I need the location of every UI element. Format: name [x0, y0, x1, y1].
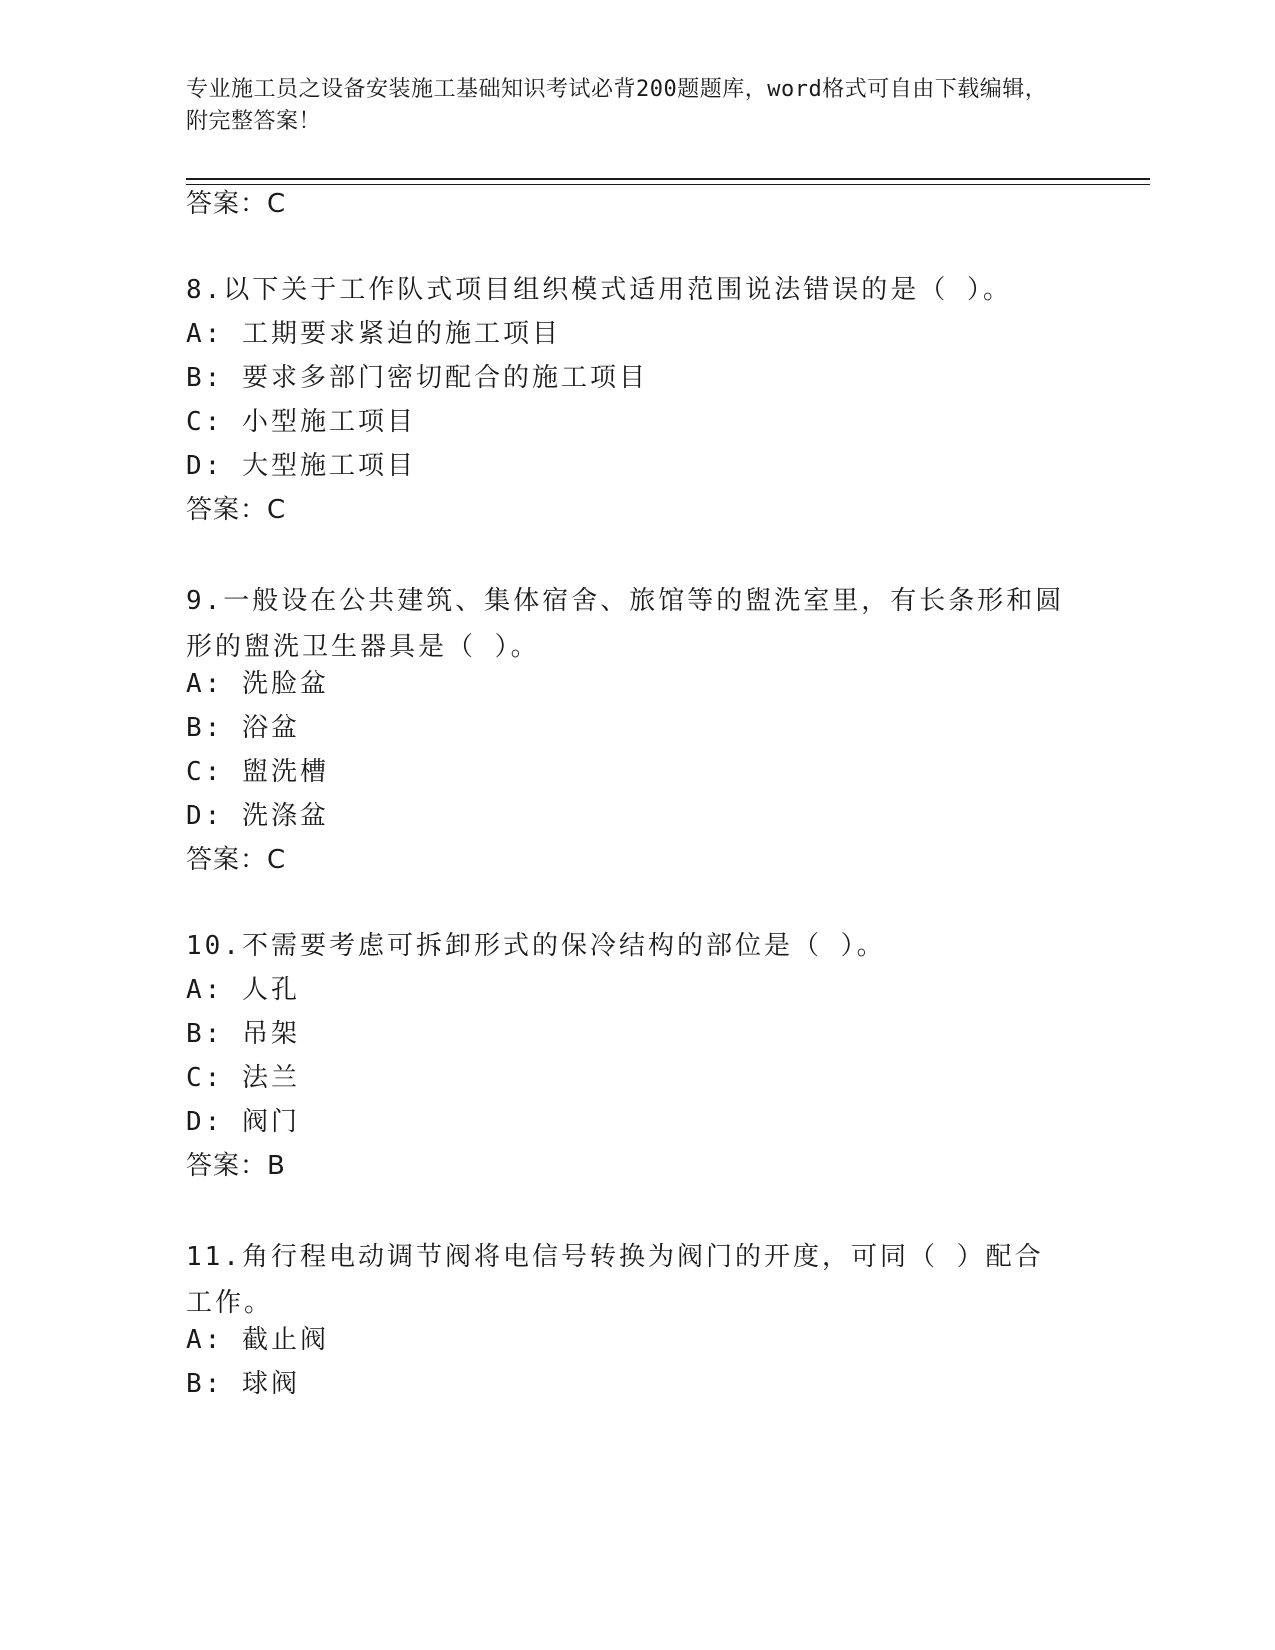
- answer-line-q7: 答案：C: [186, 189, 287, 219]
- option-d-q10: D: 阀门: [186, 1107, 300, 1137]
- option-b-q10: B: 吊架: [186, 1019, 300, 1049]
- option-b-q9: B: 浴盆: [186, 713, 300, 743]
- header-divider-thick: [186, 178, 1150, 180]
- header-divider-thin: [186, 184, 1150, 185]
- option-a-q11: A: 截止阀: [186, 1325, 329, 1355]
- option-b-q11: B: 球阀: [186, 1369, 300, 1399]
- option-b-q8: B: 要求多部门密切配合的施工项目: [186, 363, 648, 393]
- answer-line-q8: 答案：C: [186, 495, 287, 525]
- option-a-q8: A: 工期要求紧迫的施工项目: [186, 319, 561, 349]
- option-d-q8: D: 大型施工项目: [186, 451, 416, 481]
- option-c-q10: C: 法兰: [186, 1063, 300, 1093]
- question-stem-q9: 9.一般设在公共建筑、集体宿舍、旅馆等的盥洗室里，有长条形和圆形的盥洗卫生器具是（ ）。: [186, 586, 1065, 662]
- option-c-q8: C: 小型施工项目: [186, 407, 416, 437]
- answer-line-q9: 答案：C: [186, 845, 287, 875]
- option-a-q9: A: 洗脸盆: [186, 669, 329, 699]
- answer-line-q10: 答案：B: [186, 1151, 286, 1181]
- option-a-q10: A: 人孔: [186, 975, 300, 1005]
- question-stem-q10: 10.不需要考虑可拆卸形式的保冷结构的部位是（ ）。: [186, 931, 886, 961]
- question-stem-q11: 11.角行程电动调节阀将电信号转换为阀门的开度，可同（ ）配合工作。: [186, 1242, 1044, 1318]
- question-stem-q8: 8.以下关于工作队式项目组织模式适用范围说法错误的是（ ）。: [186, 275, 1012, 305]
- option-c-q9: C: 盥洗槽: [186, 757, 329, 787]
- document-header-title: 专业施工员之设备安装施工基础知识考试必背200题题库，word格式可自由下载编辑，附完整答案！: [186, 77, 1048, 134]
- option-d-q9: D: 洗涤盆: [186, 801, 329, 831]
